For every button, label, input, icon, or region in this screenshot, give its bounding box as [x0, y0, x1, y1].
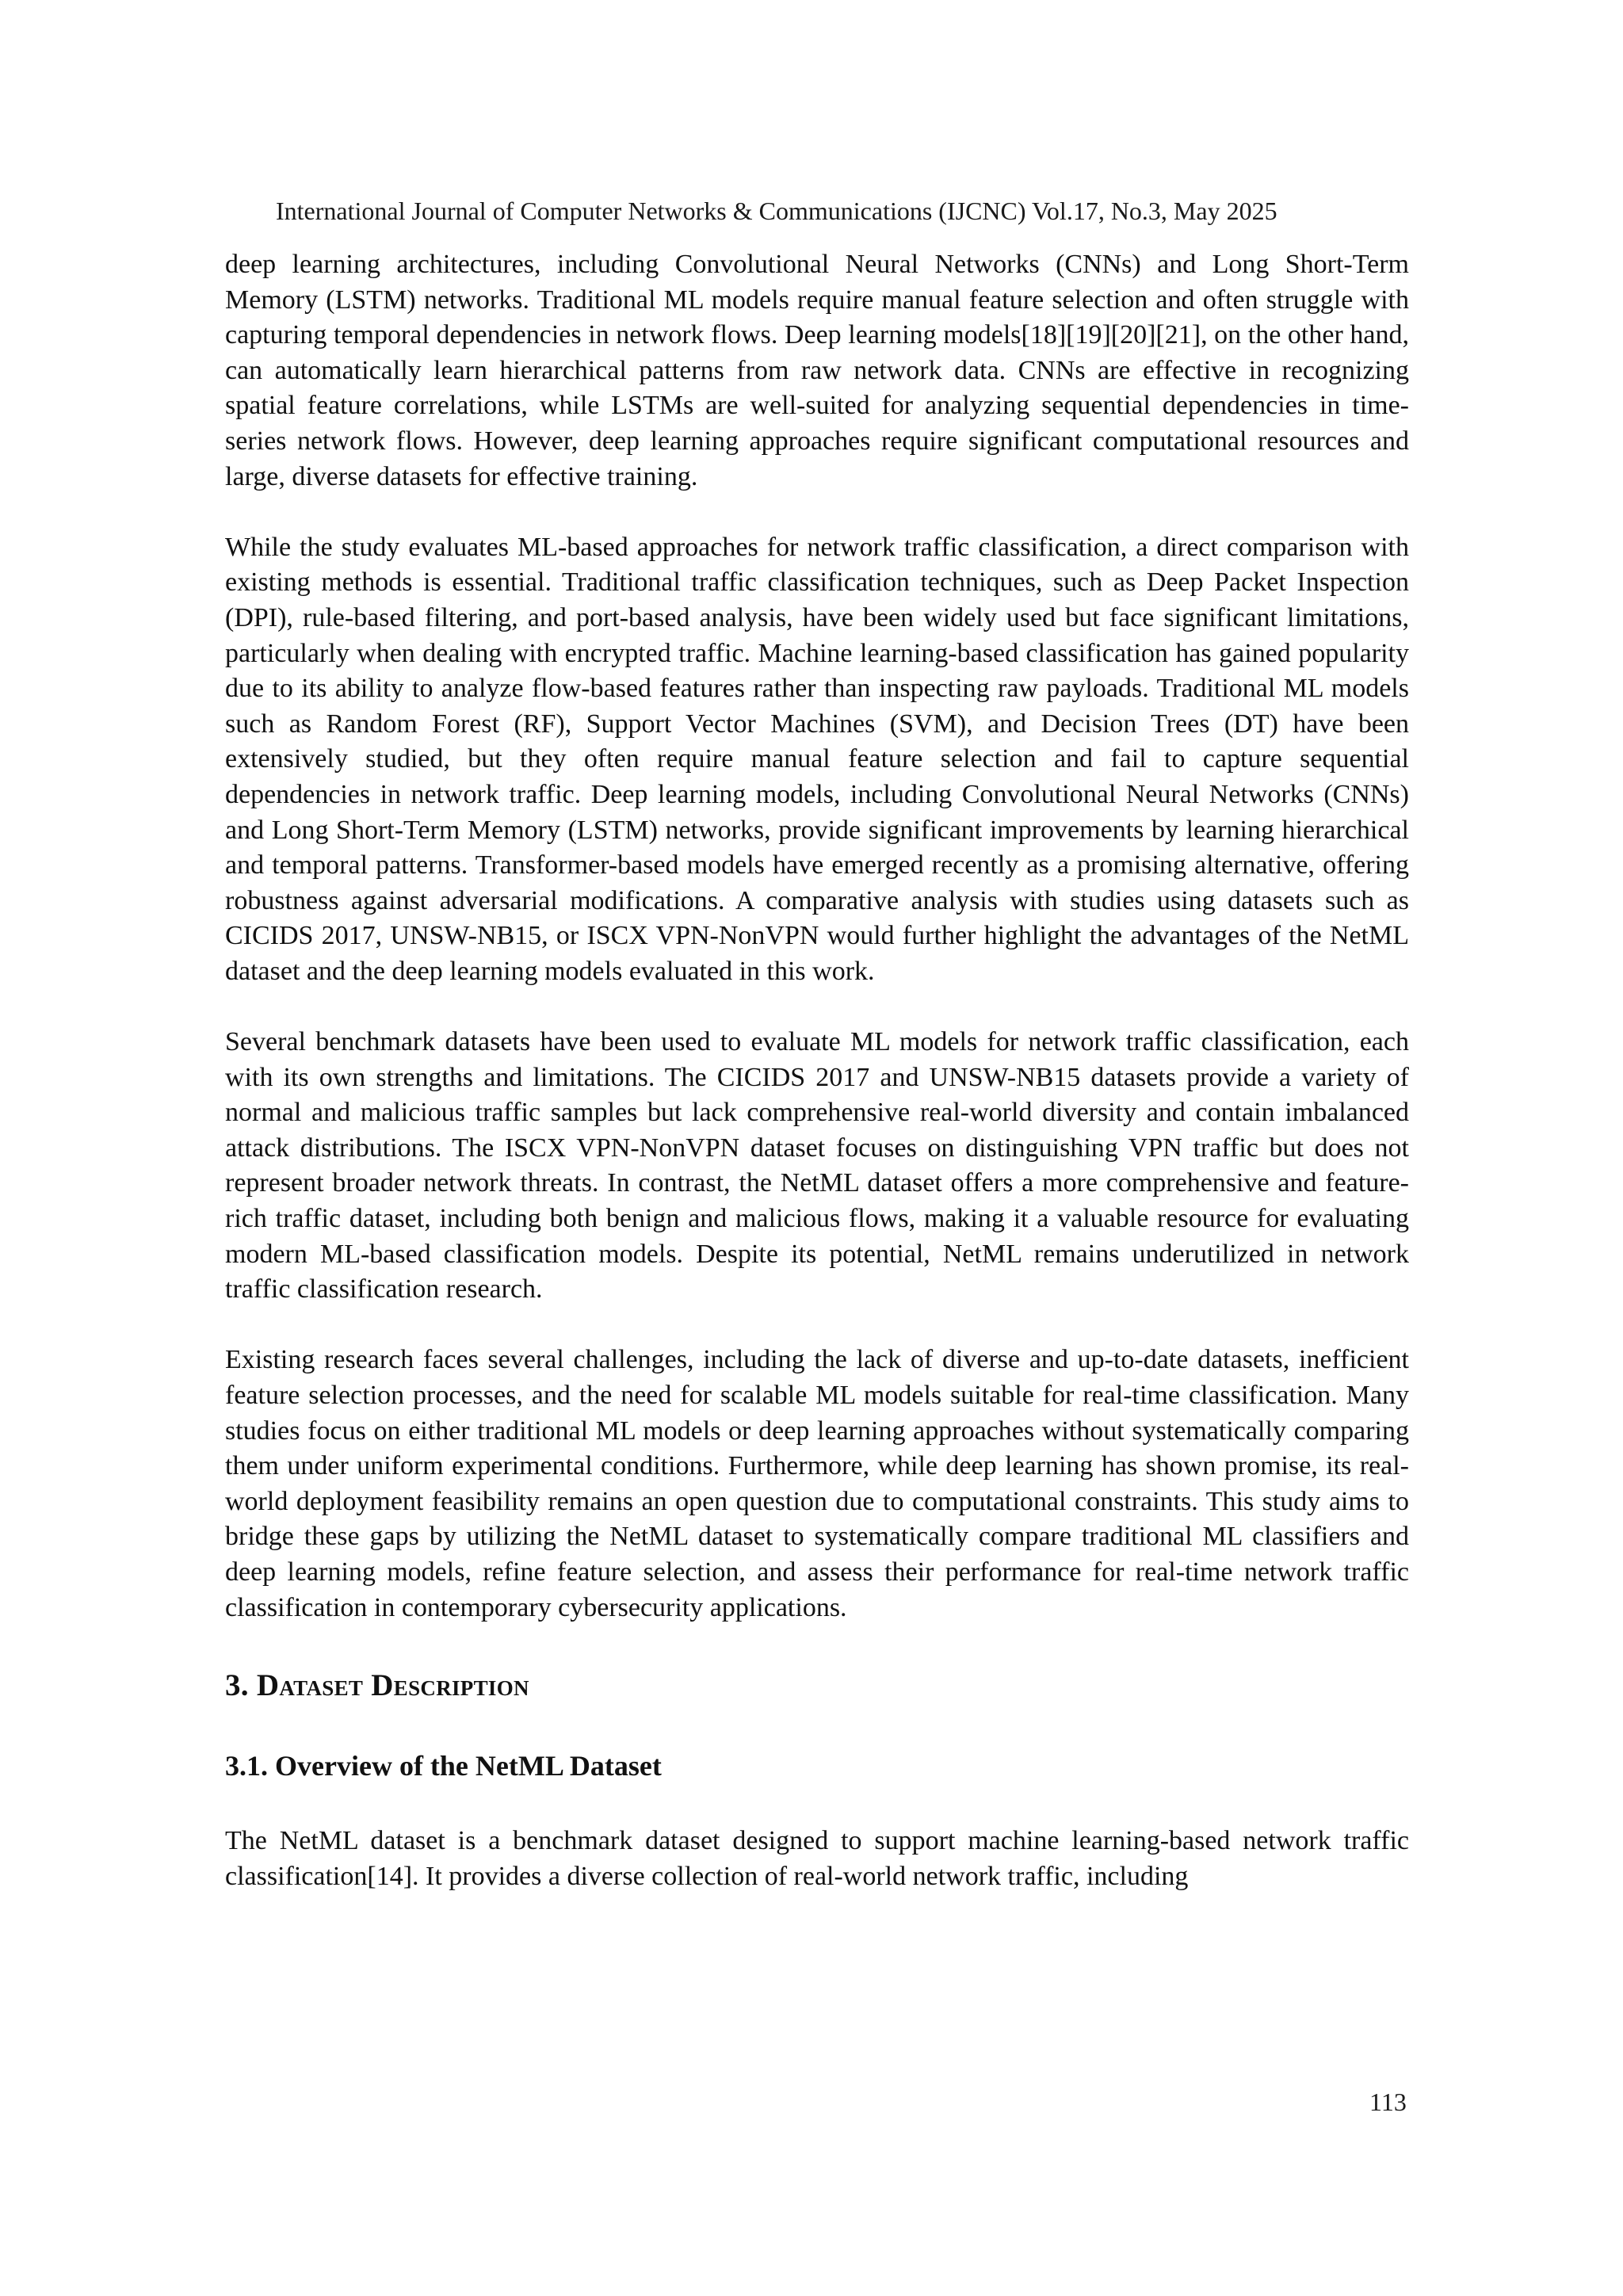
running-header: International Journal of Computer Networks & Communications (IJCNC) Vol.17, No.3, May 2025: [276, 197, 1277, 225]
section-title-rest-1: ataset: [279, 1668, 364, 1703]
page-number: 113: [1369, 2088, 1407, 2116]
paragraph-benchmark-datasets: Several benchmark datasets have been used to evaluate ML models for network traffic classification, each with its own strengths and limitations. The CICIDS 2017 and UNSW-NB15 datasets provide a variety of normal and malicious traffic samples but lack comprehensive real-world diversity and contain imbalanced attack distributions. The ISCX VPN-NonVPN dataset focuses on distinguishing VPN traffic but does not represent broader network threats. In contrast, the NetML dataset offers a more comprehensive and feature-rich traffic dataset, including both benign and malicious flows, making it a valuable resource for evaluating modern ML-based classification models. Despite its potential, NetML remains underutilized in network traffic classification research.: [225, 1027, 1409, 1305]
section-number: 3.: [225, 1668, 249, 1703]
section-heading-dataset-description: [225, 1667, 1409, 1705]
subsection-heading-overview-netml: 3.1. Overview of the NetML Dataset: [225, 1750, 662, 1782]
paragraph-netml-intro: The NetML dataset is a benchmark dataset designed to support machine learning-based network traffic classification[14]. It provides a diverse collection of real-world network traffic, including: [225, 1826, 1409, 1891]
body-column: [225, 247, 1409, 1930]
section-title-initial-1: D: [256, 1668, 280, 1703]
section-title-initial-2: D: [371, 1668, 394, 1703]
paragraph-research-challenges: Existing research faces several challenges, including the lack of diverse and up-to-date datasets, inefficient feature selection processes, and the need for scalable ML models suitable for real-time classification. Many studies focus on either traditional ML models or deep learning approaches without systematically comparing them under uniform experimental conditions. Furthermore, while deep learning has shown promise, its real-world deployment feasibility remains an open question due to computational constraints. This study aims to bridge these gaps by utilizing the NetML dataset to systematically compare traditional ML classifiers and deep learning models, refine feature selection, and assess their performance for real-time network traffic classification in contemporary cybersecurity applications.: [225, 1345, 1409, 1622]
paragraph-comparison-existing-methods: While the study evaluates ML-based approaches for network traffic classification, a direct comparison with existing methods is essential. Traditional traffic classification techniques, such as Deep Packet Inspection (DPI), rule-based filtering, and port-based analysis, have been widely used but face significant limitations, particularly when dealing with encrypted traffic. Machine learning-based classification has gained popularity due to its ability to analyze flow-based features rather than inspecting raw payloads. Traditional ML models such as Random Forest (RF), Support Vector Machines (SVM), and Decision Trees (DT) have been extensively studied, but they often require manual feature selection and fail to capture sequential dependencies in network traffic. Deep learning models, including Convolutional Neural Networks (CNNs) and Long Short-Term Memory (LSTM) networks, provide significant improvements by learning hierarchical and temporal patterns. Transformer-based models have emerged recently as a promising alternative, offering robustness against adversarial modifications. A comparative analysis with studies using datasets such as CICIDS 2017, UNSW-NB15, or ISCX VPN-NonVPN would further highlight the advantages of the NetML dataset and the deep learning models evaluated in this work.: [225, 532, 1409, 986]
section-title-rest-2: escription: [393, 1668, 529, 1703]
section-title: [257, 1668, 529, 1702]
paragraph-deep-learning-architectures: deep learning architectures, including Convolutional Neural Networks (CNNs) and Long Short-Term Memory (LSTM) networks. Traditional ML models require manual feature selection and often struggle with capturing temporal dependencies in network flows. Deep learning models[18][19][20][21], on the other hand, can automatically learn hierarchical patterns from raw network data. CNNs are effective in recognizing spatial feature correlations, while LSTMs are well-suited for analyzing sequential dependencies in time-series network flows. However, deep learning approaches require significant computational resources and large, diverse datasets for effective training.: [225, 250, 1409, 491]
